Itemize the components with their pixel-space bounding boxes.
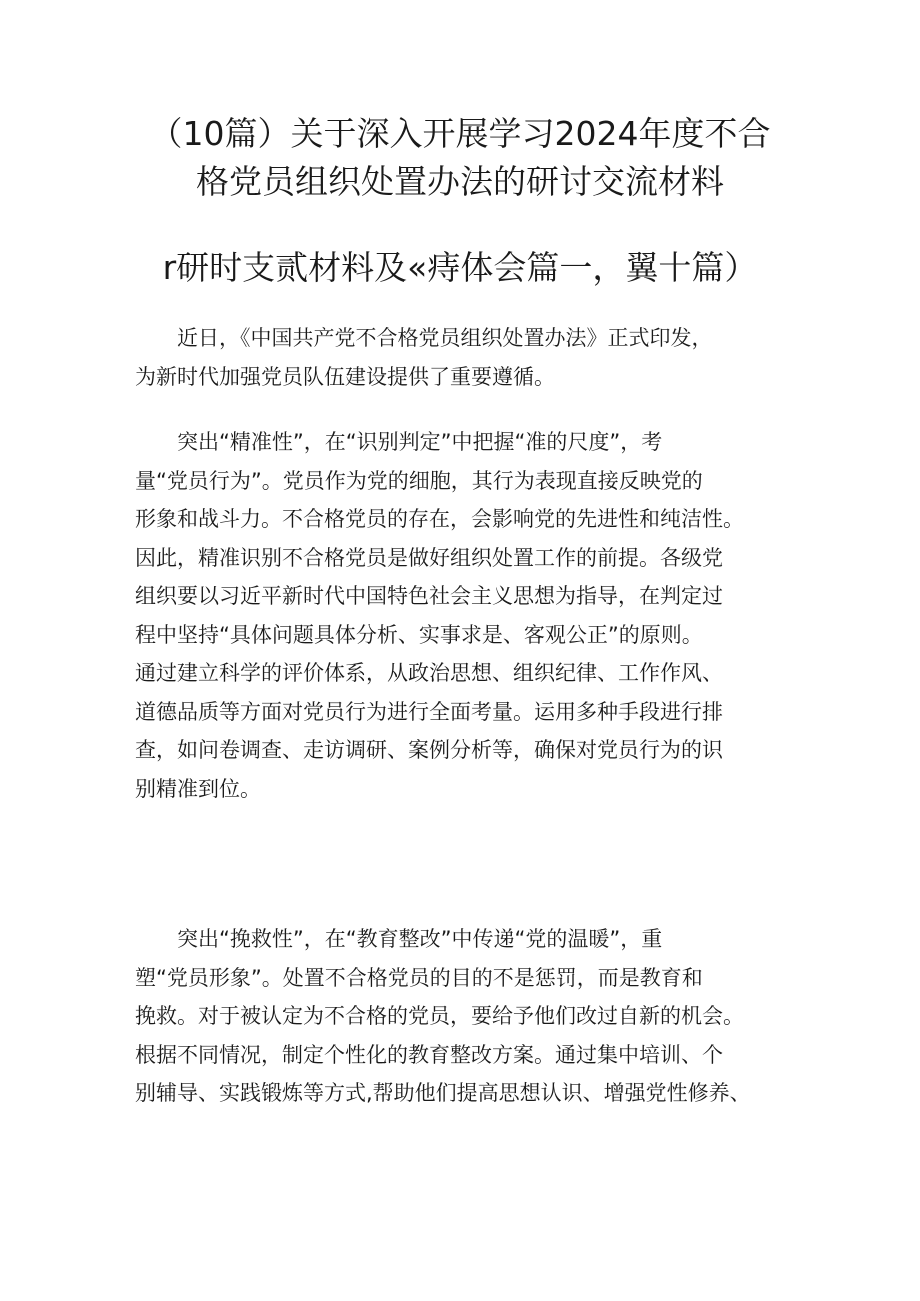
text-line: 道德品质等方面对党员行为进行全面考量。运用多种手段进行排	[135, 699, 723, 724]
text-line: 因此，精准识别不合格党员是做好组织处置工作的前提。各级党	[135, 545, 723, 570]
text-line: 查，如问卷调查、走访调研、案例分析等，确保对党员行为的识	[135, 738, 723, 762]
paragraph-3	[135, 920, 795, 1113]
text-line: 近日，《中国共产党不合格党员组织处置办法》正式印发，	[135, 326, 713, 350]
text-line: 程中坚持“具体问题具体分析、实事求是、客观公正”的原则。	[135, 622, 703, 647]
text-line: 挽救。对于被认定为不合格的党员，要给予他们改过自新的机会。	[135, 1004, 744, 1028]
text-line: 根据不同情况，制定个性化的教育整改方案。通过集中培训、个	[135, 1042, 723, 1067]
document-subtitle: r研时支贰材料及«痔体会篇一，翼十篇）	[162, 248, 758, 287]
text-line: 形象和战斗力。不合格党员的存在，会影响党的先进性和纯洁性。	[135, 507, 744, 531]
text-line: 塑“党员形象”。处置不合格党员的目的不是惩罚，而是教育和	[135, 965, 703, 990]
text-line: 通过建立科学的评价体系，从政治思想、组织纪律、工作作风、	[135, 661, 723, 685]
document-title-line-2: 格党员组织处置办法的研讨交流材料	[196, 162, 724, 201]
text-line: 组织要以习近平新时代中国特色社会主义思想为指导，在判定过	[135, 584, 723, 608]
paragraph-2	[135, 423, 795, 808]
text-line: 突出“精准性”，在“识别判定”中把握“准的尺度”，考	[135, 430, 663, 454]
text-line: 别精准到位。	[135, 776, 261, 801]
text-line: 别辅导、实践锻炼等方式,帮助他们提高思想认识、增强党性修养、	[135, 1081, 751, 1105]
text-line: 突出“挽救性”，在“教育整改”中传递“党的温暖”，重	[135, 927, 663, 951]
text-line: 为新时代加强党员队伍建设提供了重要遵循。	[135, 364, 555, 389]
paragraph-1	[135, 319, 795, 396]
text-line: 量“党员行为”。党员作为党的细胞，其行为表现直接反映党的	[135, 468, 703, 493]
document-title-line-1: （10篇）关于深入开展学习2024年度不合	[149, 114, 771, 153]
